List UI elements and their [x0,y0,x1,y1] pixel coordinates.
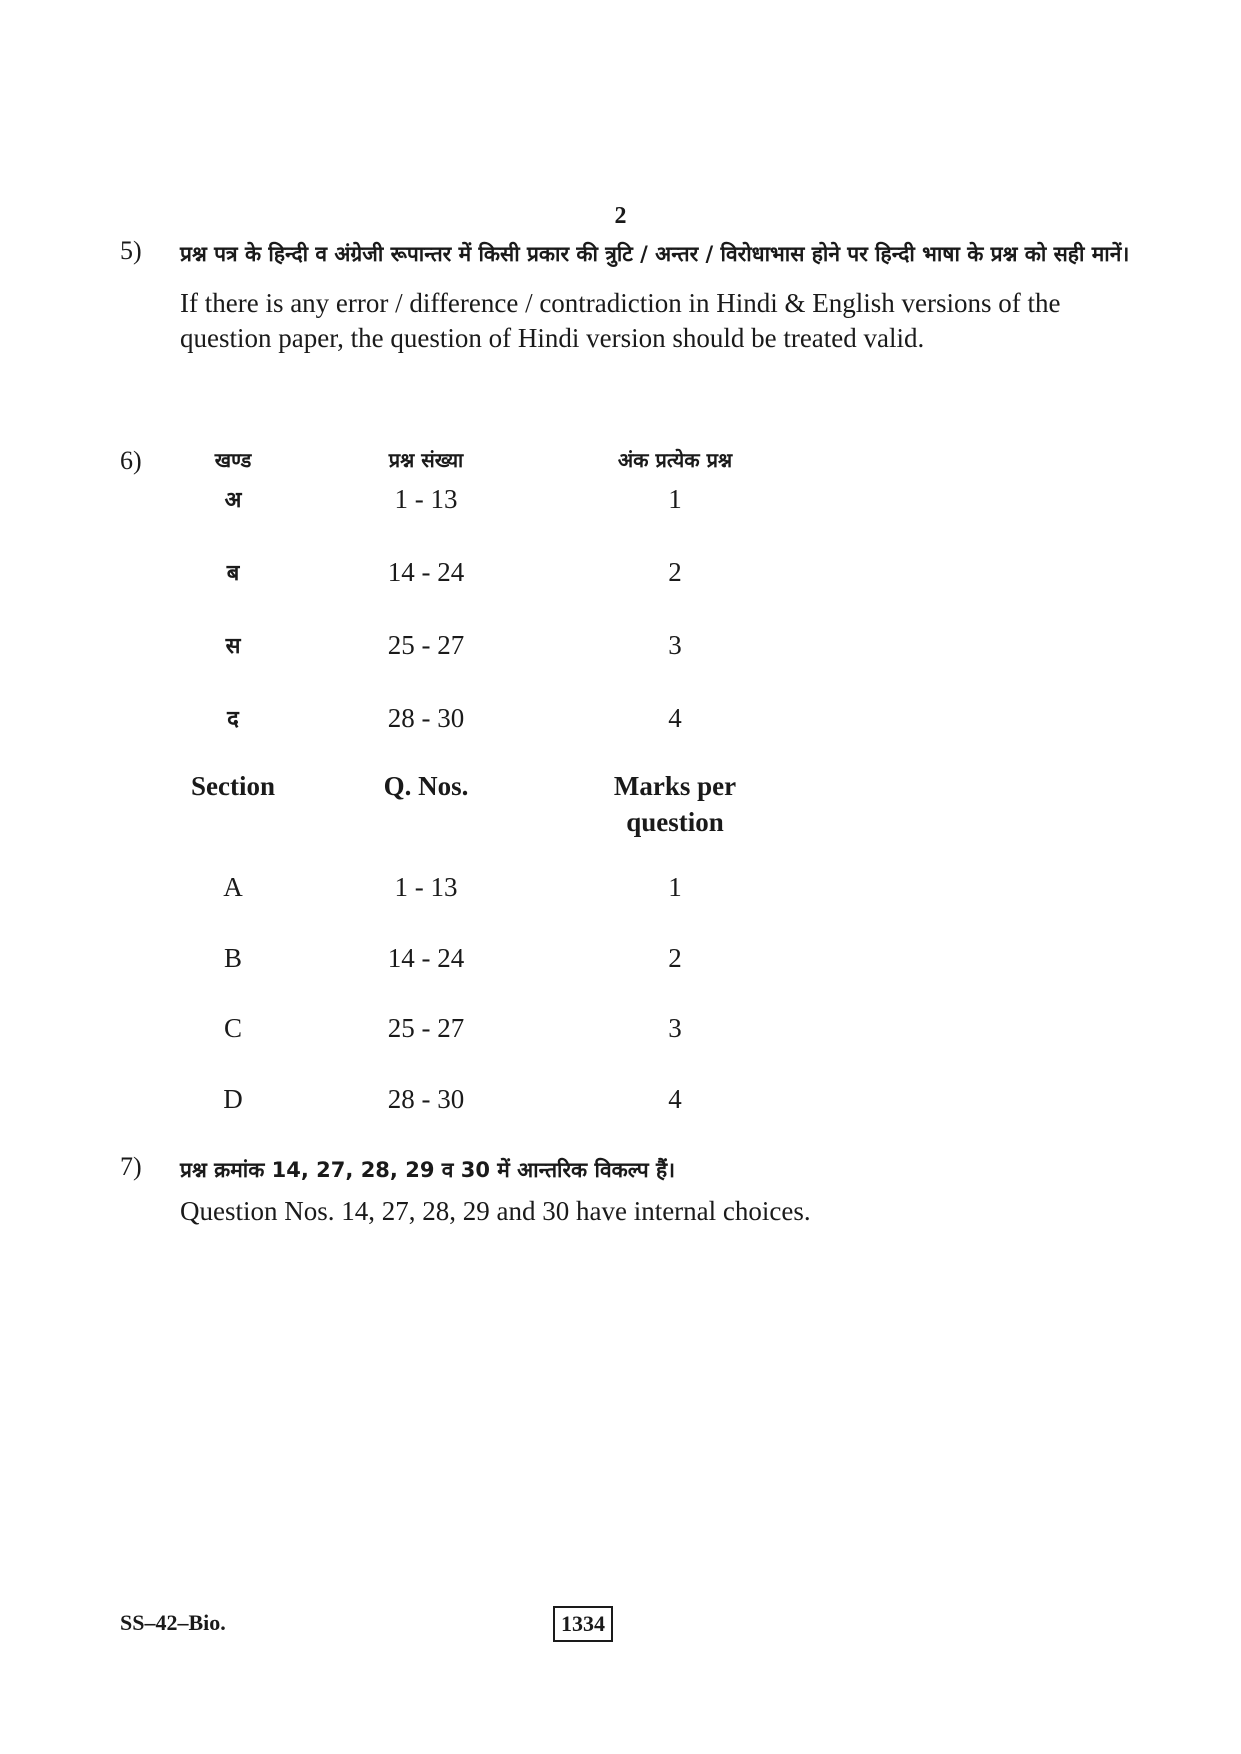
cell-section: ब [226,561,240,586]
header-section-hindi: खण्ड [214,448,252,472]
table-row [120,943,820,983]
cell-marks: 2 [668,943,682,973]
header-qnos-hindi: प्रश्न संख्या [388,448,464,472]
cell-qnos: 1 - 13 [394,484,458,514]
header-section-english: Section [191,771,275,801]
page-number: 2 [614,203,627,229]
cell-section: अ [224,488,242,513]
header-marks-line1: Marks per [613,771,737,801]
cell-marks: 3 [668,630,682,660]
cell-section: A [223,872,243,902]
cell-section: B [223,943,242,973]
table-row [120,630,820,670]
cell-qnos: 14 - 24 [387,557,465,587]
footer-boxed-number: 1334 [553,1606,613,1642]
instruction-english-text: If there is any error / difference / contradiction in Hindi & English versions of the question paper, the question of Hindi version should be treated valid. [180,288,1061,353]
table-row [120,1084,820,1124]
instruction-hindi-text: प्रश्न क्रमांक 14, 27, 28, 29 व 30 में आन्तरिक विकल्प हैं। [180,1158,676,1182]
header-marks-english [580,768,770,840]
cell-marks: 4 [668,1084,682,1114]
cell-marks: 1 [668,484,682,514]
cell-marks: 4 [668,703,682,733]
cell-qnos: 28 - 30 [387,703,465,733]
instruction-7 [120,1152,1130,1229]
cell-marks: 3 [668,1013,682,1043]
cell-qnos: 25 - 27 [387,1013,465,1043]
instruction-english-text: Question Nos. 14, 27, 28, 29 and 30 have internal choices. [180,1196,811,1226]
cell-section: D [223,1084,243,1114]
instruction-hindi-text: प्रश्न पत्र के हिन्दी व अंग्रेजी रूपान्तर में किसी प्रकार की त्रुटि / अन्तर / विरोधाभास होने पर हिन्दी भाषा के प्रश्न को सही मानें। [180,242,1130,266]
instruction-5 [120,236,1130,356]
table-row [120,703,820,743]
cell-qnos: 1 - 13 [394,872,458,902]
cell-qnos: 14 - 24 [387,943,465,973]
instruction-number: 7) [120,1152,142,1181]
cell-marks: 2 [668,557,682,587]
footer-paper-code: SS–42–Bio. [120,1610,226,1635]
cell-qnos: 25 - 27 [387,630,465,660]
table-header-hindi [120,446,820,486]
header-qnos-english: Q. Nos. [383,771,469,801]
cell-section: स [225,634,241,659]
instruction-number: 6) [120,446,142,475]
table-row [120,872,820,912]
table-row [120,1013,820,1053]
cell-marks: 1 [668,872,682,902]
cell-section: द [227,707,239,732]
instruction-number: 5) [120,236,142,265]
table-row [120,484,820,524]
header-marks-hindi: अंक प्रत्येक प्रश्न [617,448,733,472]
table-row [120,557,820,597]
table-header-english [120,768,820,848]
header-marks-line2: question [626,807,724,837]
cell-qnos: 28 - 30 [387,1084,465,1114]
cell-section: C [223,1013,242,1043]
